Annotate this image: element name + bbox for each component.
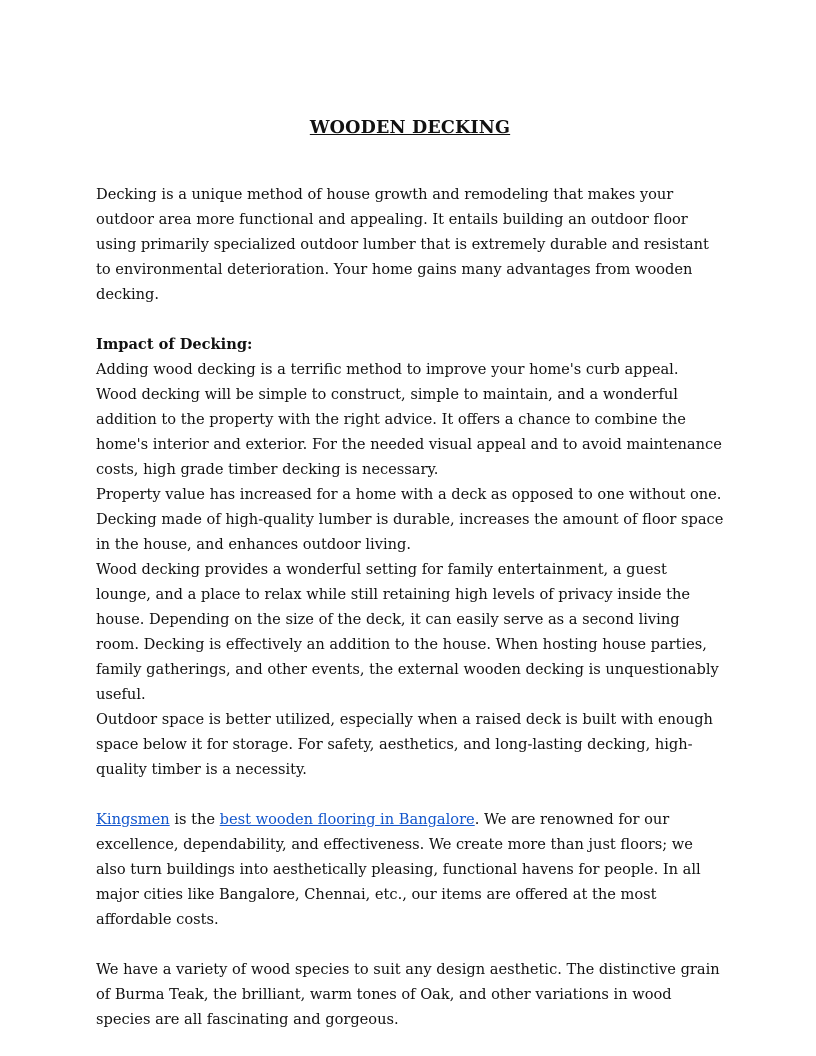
spacer bbox=[96, 307, 724, 332]
kingsmen-paragraph bbox=[96, 807, 724, 932]
spacer bbox=[96, 782, 724, 807]
impact-heading: Impact of Decking: bbox=[96, 336, 253, 353]
best-wooden-flooring-link[interactable]: best wooden flooring in Bangalore bbox=[219, 811, 475, 828]
impact-paragraph-3: Wood decking provides a wonderful setting for family entertainment, a guest lounge, and a place to relax while still retaining high levels of privacy inside the house. Depending on the size of the deck, it can easily serve as a second living room. Decking is effectively an addition to the house. When hosting house parties, family gatherings, and other events, the external wooden decking is unquestionably useful. bbox=[96, 561, 719, 703]
document-page bbox=[96, 118, 724, 1032]
kingsmen-text-1: is the bbox=[169, 811, 220, 828]
species-paragraph: We have a variety of wood species to suit any design aesthetic. The distinctive grain of Burma Teak, the brilliant, warm tones of Oak, and other variations in wood species are all fascinating and gorgeous. bbox=[96, 961, 720, 1028]
kingsmen-link[interactable]: Kingsmen bbox=[96, 811, 170, 828]
kingsmen-text-2: . We are renowned for our excellence, dependability, and effectiveness. We create more than just floors; we also turn buildings into aesthetically pleasing, functional havens for people. In all major cities like Bangalore, Chennai, etc., our items are offered at the most affordable costs. bbox=[96, 811, 701, 928]
document-title: WOODEN DECKING bbox=[309, 118, 511, 138]
impact-paragraph-1: Adding wood decking is a terrific method to improve your home's curb appeal. Wood decking will be simple to construct, simple to maintain, and a wonderful addition to the property with the right advice. It offers a chance to combine the home's interior and exterior. For the needed visual appeal and to avoid maintenance costs, high grade timber decking is necessary. bbox=[96, 361, 722, 478]
impact-paragraph-4: Outdoor space is better utilized, especially when a raised deck is built with enough space below it for storage. For safety, aesthetics, and long-lasting decking, high-quality timber is a necessity. bbox=[96, 711, 713, 778]
spacer bbox=[96, 932, 724, 957]
intro-paragraph: Decking is a unique method of house growth and remodeling that makes your outdoor area more functional and appealing. It entails building an outdoor floor using primarily specialized outdoor lumber that is extremely durable and resistant to environmental deterioration. Your home gains many advantages from wooden decking. bbox=[96, 186, 709, 303]
impact-paragraph-2: Property value has increased for a home with a deck as opposed to one without one. Decking made of high-quality lumber is durable, increases the amount of floor space in the house, and enhances outdoor living. bbox=[96, 486, 724, 553]
